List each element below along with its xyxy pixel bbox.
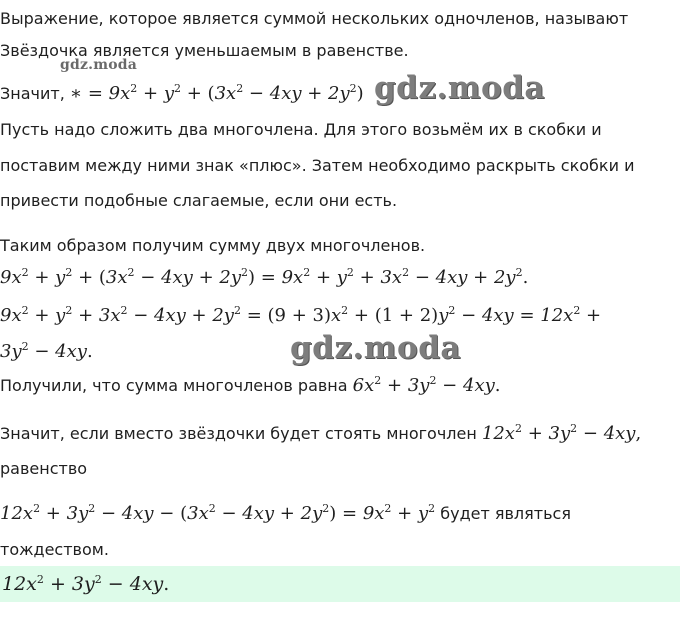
star-equals-formula: ∗ = $9x^2 + y^2 + (3x^2 - 4xy + 2y^2)$ [69, 82, 364, 104]
identity-formula: $12x^2 + 3y^2 - 4xy - (3x^2 - 4xy + 2y^2) = 9x^2 + y^2$ [0, 502, 436, 524]
text-line-like-terms: привести подобные слагаемые, если они есть. [0, 191, 398, 210]
formula-line-sum-expansion [0, 268, 528, 288]
sum-result-label: Получили, что сумма многочленов равна [0, 376, 353, 395]
text-line-star-equals [0, 84, 364, 104]
watermark-large-top: gdz.moda [374, 70, 545, 106]
formula-line-identity [0, 504, 571, 524]
text-line-add-polynomials: Пусть надо сложить два многочлена. Для этого возьмём их в скобки и [0, 120, 602, 139]
answer-box [0, 566, 680, 602]
text-line-identity-word: тождеством. [0, 540, 109, 559]
formula-line-simplify-2 [0, 342, 93, 362]
text-line-sum-intro: Таким образом получим сумму двух многочленов. [0, 236, 426, 255]
text-line-definition: Выражение, которое является суммой нескольких одночленов, называют [0, 9, 629, 28]
text-line-minuend: Звёздочка является уменьшаемым в равенстве. [0, 41, 409, 60]
star-polynomial-formula: $12x^2 + 3y^2 - 4xy$, [481, 422, 642, 444]
identity-tail: будет являться [435, 504, 571, 523]
formula-line-simplify-1 [0, 306, 601, 326]
text-line-plus-sign: поставим между ними знак «плюс». Затем необходимо раскрыть скобки и [0, 156, 635, 175]
star-equals-label: Значит, [0, 84, 70, 103]
text-line-equality: равенство [0, 459, 88, 478]
watermark-small: gdz.moda [60, 57, 138, 73]
sum-result-formula: $6x^2 + 3y^2 - 4xy$. [352, 374, 501, 396]
simplify-formula-part2: $3y^2 - 4xy$. [0, 340, 93, 362]
watermark-large-middle: gdz.moda [290, 330, 461, 366]
simplify-formula-part1: $9x^2 + y^2 + 3x^2 - 4xy + 2y^2 = (9 + 3)x^2 + (1 + 2)y^2 - 4xy = 12x^2$ + [0, 304, 602, 326]
sum-expansion-formula: $9x^2 + y^2 + (3x^2 - 4xy + 2y^2) = 9x^2 + y^2 + 3x^2 - 4xy + 2y^2$. [0, 266, 529, 288]
text-line-sum-result [0, 376, 501, 396]
star-polynomial-label: Значит, если вместо звёздочки будет стоять многочлен [0, 424, 482, 443]
text-line-star-polynomial [0, 424, 641, 444]
answer-formula: $12x^2 + 3y^2 - 4xy$. [2, 573, 170, 595]
